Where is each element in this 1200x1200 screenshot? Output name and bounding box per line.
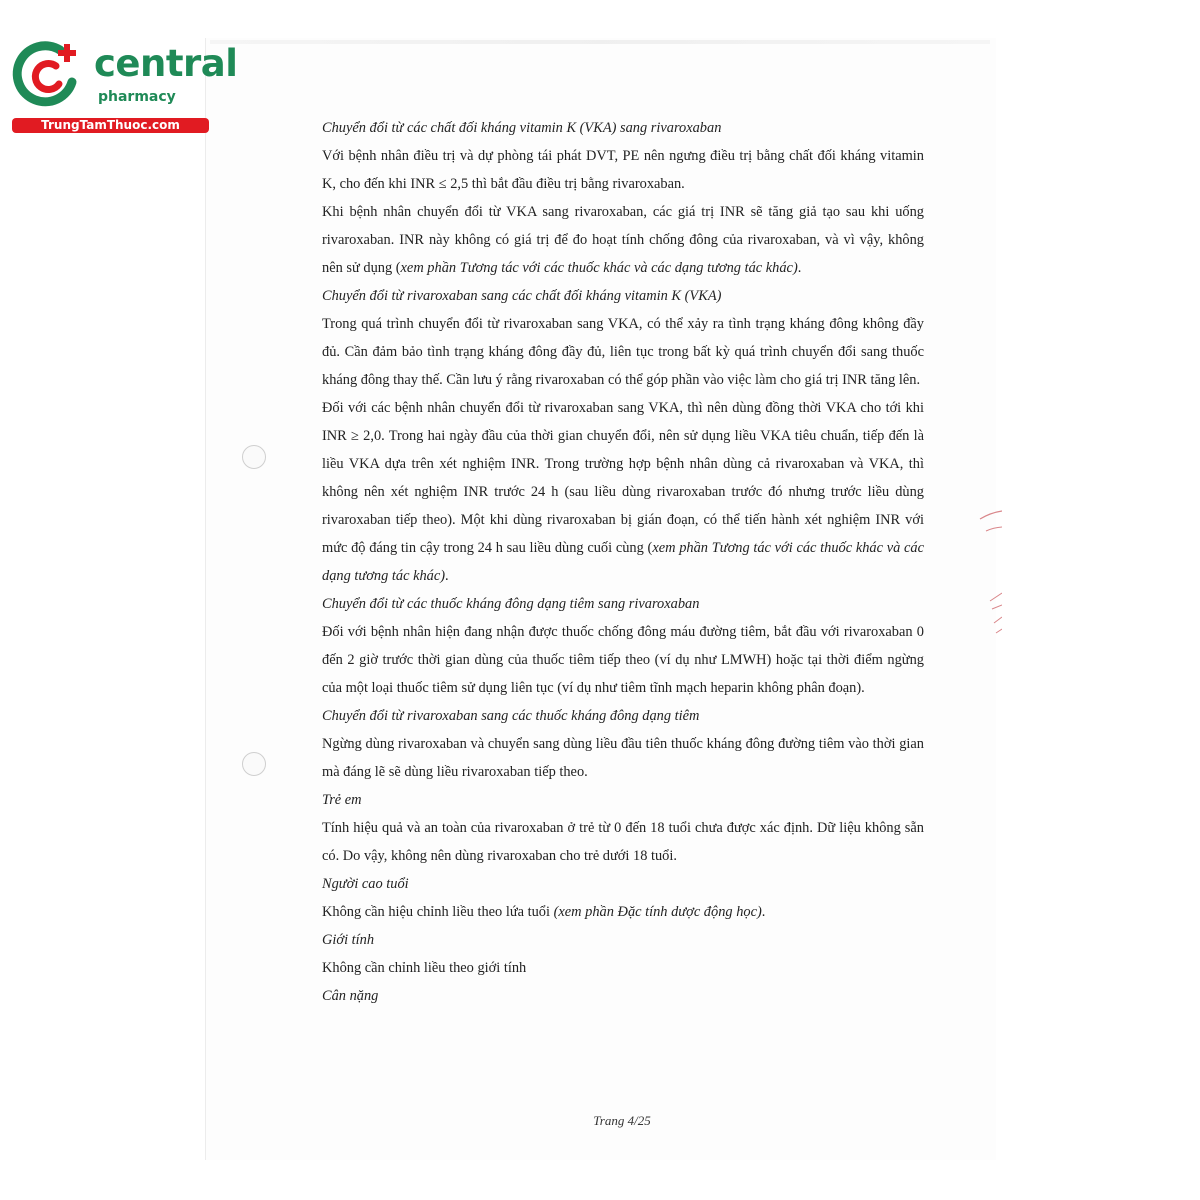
cross-reference: xem phần Tương tác với các thuốc khác và các dạng tương tác khác)	[322, 540, 924, 584]
section-heading: Chuyển đổi từ rivaroxaban sang các chất đối kháng vitamin K (VKA)	[322, 288, 722, 304]
scan-edge-artifact	[210, 40, 990, 44]
logo-brand-name: central	[94, 42, 238, 85]
punch-hole	[242, 752, 266, 776]
paragraph: Tính hiệu quả và an toàn của rivaroxaban ở trẻ từ 0 đến 18 tuổi chưa được xác định. Dữ liệu không sẵn có. Do vậy, không nên dùng rivaroxaban cho trẻ dưới 18 tuổi.	[322, 820, 924, 864]
logo-url-banner: TrungTamThuoc.com	[12, 118, 209, 133]
paragraph: Không cần hiệu chỉnh liều theo lứa tuổi (xem phần Đặc tính dược động học).	[322, 904, 766, 920]
cross-reference: xem phần Tương tác với các thuốc khác và các dạng tương tác khác)	[400, 260, 798, 276]
red-stamp-fragment	[972, 505, 1002, 645]
logo-subtitle: pharmacy	[98, 89, 176, 105]
paragraph: Đối với các bệnh nhân chuyển đổi từ rivaroxaban sang VKA, thì nên dùng đồng thời VKA cho tới khi INR ≥ 2,0. Trong hai ngày đầu của thời gian chuyển đổi, nên sử dụng liều VKA tiêu chuẩn, tiếp đến là liều VKA dựa trên xét nghiệm INR. Trong trường hợp bệnh nhân dùng cả rivaroxaban và VKA, thì không nên xét nghiệm INR trước 24 h (sau liều dùng rivaroxaban trước đó nhưng trước liều dùng rivaroxaban tiếp theo). Một khi dùng rivaroxaban bị gián đoạn, có thể tiến hành xét nghiệm INR với mức độ đáng tin cậy trong 24 h sau liều dùng cuối cùng (xem phần Tương tác với các thuốc khác và các dạng tương tác khác).	[322, 400, 924, 584]
paragraph: Khi bệnh nhân chuyển đổi từ VKA sang rivaroxaban, các giá trị INR sẽ tăng giả tạo sau khi uống rivaroxaban. INR này không có giá trị để đo hoạt tính chống đông của rivaroxaban, và vì vậy, không nên sử dụng (xem phần Tương tác với các thuốc khác và các dạng tương tác khác).	[322, 204, 924, 276]
central-pharmacy-logo	[8, 38, 238, 136]
document-body	[322, 114, 924, 1010]
pharmacy-logo-icon	[12, 40, 82, 110]
paragraph: Đối với bệnh nhân hiện đang nhận được thuốc chống đông máu đường tiêm, bắt đầu với rivaroxaban 0 đến 2 giờ trước thời gian dùng của thuốc tiêm tiếp theo (ví dụ như LMWH) hoặc tại thời điểm ngừng của một loại thuốc tiêm sử dụng liên tục (ví dụ như tiêm tĩnh mạch heparin không phân đoạn).	[322, 624, 924, 696]
section-heading: Chuyển đổi từ rivaroxaban sang các thuốc kháng đông dạng tiêm	[322, 708, 700, 724]
section-heading: Giới tính	[322, 932, 375, 948]
section-heading: Người cao tuổi	[322, 876, 409, 892]
section-heading: Chuyển đổi từ các thuốc kháng đông dạng tiêm sang rivaroxaban	[322, 596, 700, 612]
page-number: Trang 4/25	[593, 1113, 651, 1128]
section-heading: Cân nặng	[322, 988, 379, 1004]
paragraph: Không cần chỉnh liều theo giới tính	[322, 960, 527, 976]
section-heading: Trẻ em	[322, 792, 362, 808]
cross-reference: (xem phần Đặc tính dược động học)	[553, 904, 762, 920]
paragraph: Ngừng dùng rivaroxaban và chuyển sang dùng liều đầu tiên thuốc kháng đông đường tiêm vào thời gian mà đáng lẽ sẽ dùng liều rivaroxaban tiếp theo.	[322, 736, 924, 780]
paragraph: Trong quá trình chuyển đổi từ rivaroxaban sang VKA, có thể xảy ra tình trạng kháng đông không đầy đủ. Cần đảm bảo tình trạng kháng đông đầy đủ, liên tục trong bất kỳ quá trình chuyển đổi sang thuốc kháng đông thay thế. Cần lưu ý rằng rivaroxaban có thể góp phần vào việc làm cho giá trị INR tăng lên.	[322, 316, 924, 388]
punch-hole	[242, 445, 266, 469]
paragraph: Với bệnh nhân điều trị và dự phòng tái phát DVT, PE nên ngưng điều trị bằng chất đối kháng vitamin K, cho đến khi INR ≤ 2,5 thì bắt đầu điều trị bằng rivaroxaban.	[322, 148, 924, 192]
section-heading: Chuyển đổi từ các chất đối kháng vitamin K (VKA) sang rivaroxaban	[322, 120, 722, 136]
